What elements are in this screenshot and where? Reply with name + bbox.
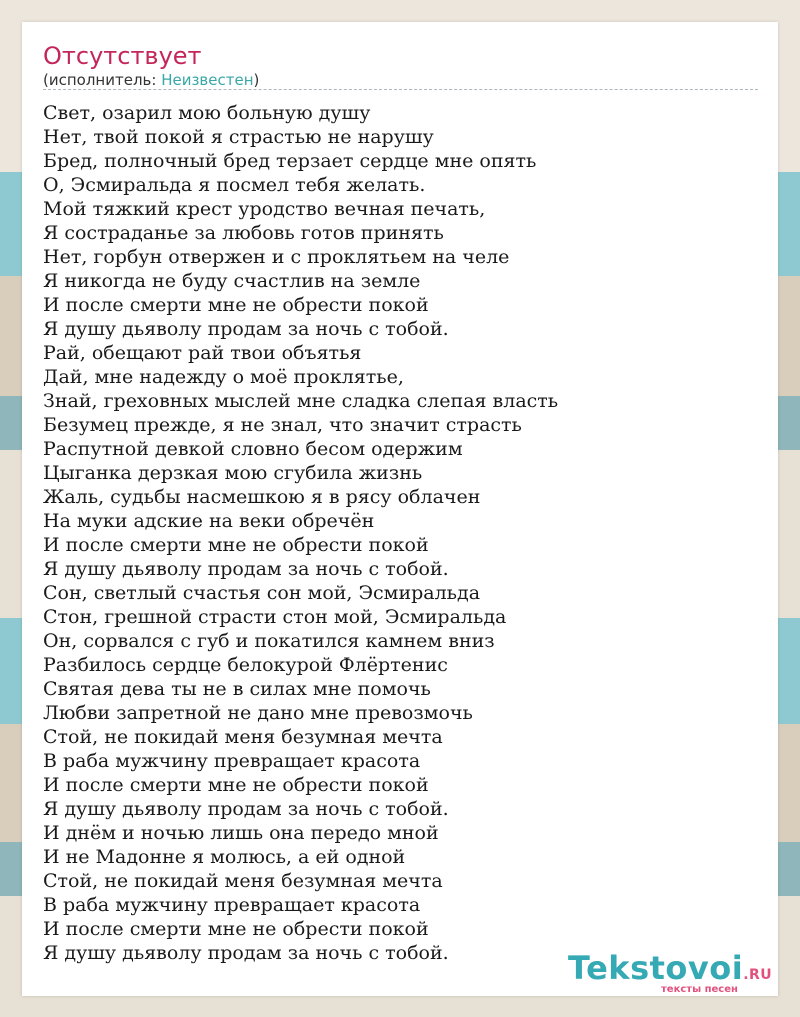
lyric-line: Свет, озарил мою больную душу [43,102,371,124]
lyric-line: Жаль, судьбы насмешкою я в рясу облачен [43,486,481,508]
lyric-line: И после смерти мне не обрести покой [43,774,429,796]
lyric-line: Любви запретной не дано мне превозмочь [43,702,473,724]
lyric-line: Безумец прежде, я не знал, что значит страсть [43,414,522,436]
lyric-line: Я никогда не буду счастлив на земле [43,270,421,292]
artist-line [43,70,259,90]
lyric-line: На муки адские на веки обречён [43,510,375,532]
lyric-line: Стон, грешной страсти стон мой, Эсмиральда [43,606,507,628]
lyric-line: Я состраданье за любовь готов принять [43,222,444,244]
lyric-line: Я душу дьяволу продам за ночь с тобой. [43,318,449,340]
lyric-line: Рай, обещают рай твои объятья [43,342,362,364]
lyric-line: Нет, горбун отвержен и с проклятьем на челе [43,246,510,268]
lyric-line: Распутной девкой словно бесом одержим [43,438,463,460]
lyric-line: Святая дева ты не в силах мне помочь [43,678,431,700]
artist-suffix: ) [253,71,260,89]
lyrics-card [22,22,778,996]
lyric-line: Разбилось сердце белокурой Флёртенис [43,654,448,676]
artist-prefix: (исполнитель: [43,71,162,89]
lyric-line: И не Мадонне я молюсь, а ей одной [43,846,406,868]
lyric-line: Нет, твой покой я страстью не нарушу [43,126,434,148]
lyric-line: Стой, не покидай меня безумная мечта [43,870,443,892]
header-divider [43,89,758,90]
logo-tagline: тексты песен [661,984,738,995]
lyric-line: Я душу дьяволу продам за ночь с тобой. [43,558,449,580]
lyric-line: В раба мужчину превращает красота [43,894,421,916]
lyric-line: И после смерти мне не обрести покой [43,918,429,940]
lyric-line: Цыганка дерзкая мою сгубила жизнь [43,462,423,484]
lyric-line: Мой тяжкий крест уродство вечная печать, [43,198,486,220]
lyric-line: О, Эсмиральда я посмел тебя желать. [43,174,426,196]
lyric-line: И после смерти мне не обрести покой [43,534,429,556]
lyric-line: Я душу дьяволу продам за ночь с тобой. [43,942,449,964]
lyric-line: Дай, мне надежду о моё проклятье, [43,366,404,388]
lyrics-text [43,101,558,965]
lyric-line: В раба мужчину превращает красота [43,750,421,772]
lyric-line: Бред, полночный бред терзает сердце мне опять [43,150,537,172]
song-title: Отсутствует [43,42,202,70]
lyric-line: Стой, не покидай меня безумная мечта [43,726,443,748]
logo-name: Tekstovoi [568,949,744,987]
lyric-line: Знай, греховных мыслей мне сладка слепая власть [43,390,559,412]
site-logo[interactable] [568,950,778,996]
lyric-line: Сон, светлый счастья сон мой, Эсмиральда [43,582,481,604]
lyric-line: И днём и ночью лишь она передо мной [43,822,439,844]
lyric-line: И после смерти мне не обрести покой [43,294,429,316]
logo-tld: .RU [743,967,773,983]
lyric-line: Я душу дьяволу продам за ночь с тобой. [43,798,449,820]
lyric-line: Он, сорвался с губ и покатился камнем вниз [43,630,495,652]
artist-link[interactable]: Неизвестен [161,71,254,89]
